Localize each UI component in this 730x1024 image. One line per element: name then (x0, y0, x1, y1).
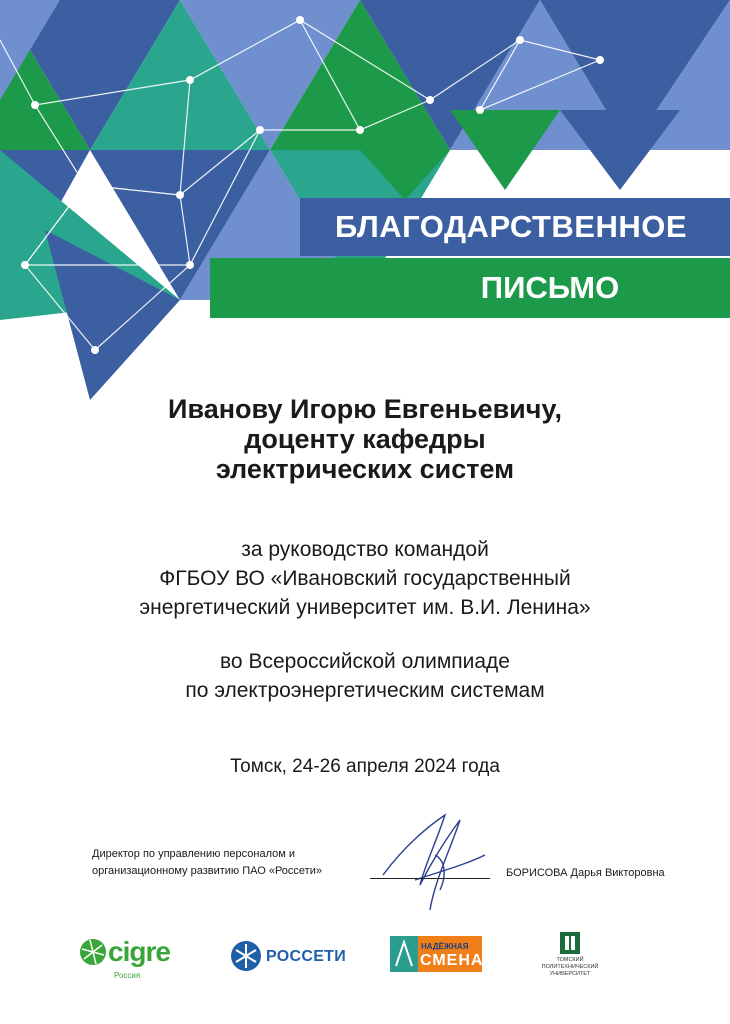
title-line1: БЛАГОДАРСТВЕННОЕ (334, 209, 688, 244)
tpu-line1: ТОМСКИЙ (556, 957, 584, 963)
tpu-line2: ПОЛИТЕХНИЧЕСКИЙ (541, 964, 599, 970)
handwritten-signature (375, 805, 495, 915)
event-line2: по электроэнергетическим системам (185, 679, 545, 702)
signer-title-line2: организационному развитию ПАО «Россети» (92, 865, 322, 877)
reason-line3: энергетический университет им. В.И. Ленина» (139, 596, 591, 619)
event-block (0, 647, 730, 705)
rosseti-wordmark: РОССЕТИ (266, 948, 347, 965)
cigre-sub: Россия (114, 971, 141, 980)
cigre-wordmark: cigre (108, 936, 170, 967)
recipient-position: доценту кафедры (244, 424, 486, 454)
signer-title (92, 846, 372, 880)
cigre-logo (78, 933, 178, 983)
reason-line2: ФГБОУ ВО «Ивановский государственный (159, 567, 571, 590)
title-line2: ПИСЬМО (480, 270, 620, 305)
signer-title-line1: Директор по управлению персоналом и (92, 848, 295, 860)
signature-line (370, 878, 490, 879)
smena-line2: СМЕНА (420, 952, 484, 969)
event-line1: во Всероссийской олимпиаде (220, 650, 510, 673)
reason-block (0, 535, 730, 622)
cigre-globe-icon (78, 937, 108, 967)
smena-logo (390, 936, 482, 972)
recipient-name: Иванову Игорю Евгеньевичу, (168, 394, 562, 424)
place-date: Томск, 24-26 апреля 2024 года (230, 756, 500, 777)
recipient-block (0, 394, 730, 484)
tpu-logo (534, 930, 606, 980)
tpu-text (534, 957, 606, 978)
recipient-department: электрических систем (215, 454, 515, 484)
reason-line1: за руководство командой (241, 538, 489, 561)
smena-line1: НАДЁЖНАЯ (421, 942, 469, 951)
rosseti-emblem-icon (230, 940, 262, 972)
tpu-emblem-icon (534, 930, 606, 956)
rosseti-logo (230, 940, 347, 974)
signer-name: БОРИСОВА Дарья Викторовна (506, 867, 665, 879)
tpu-line3: УНИВЕРСИТЕТ (549, 971, 591, 977)
